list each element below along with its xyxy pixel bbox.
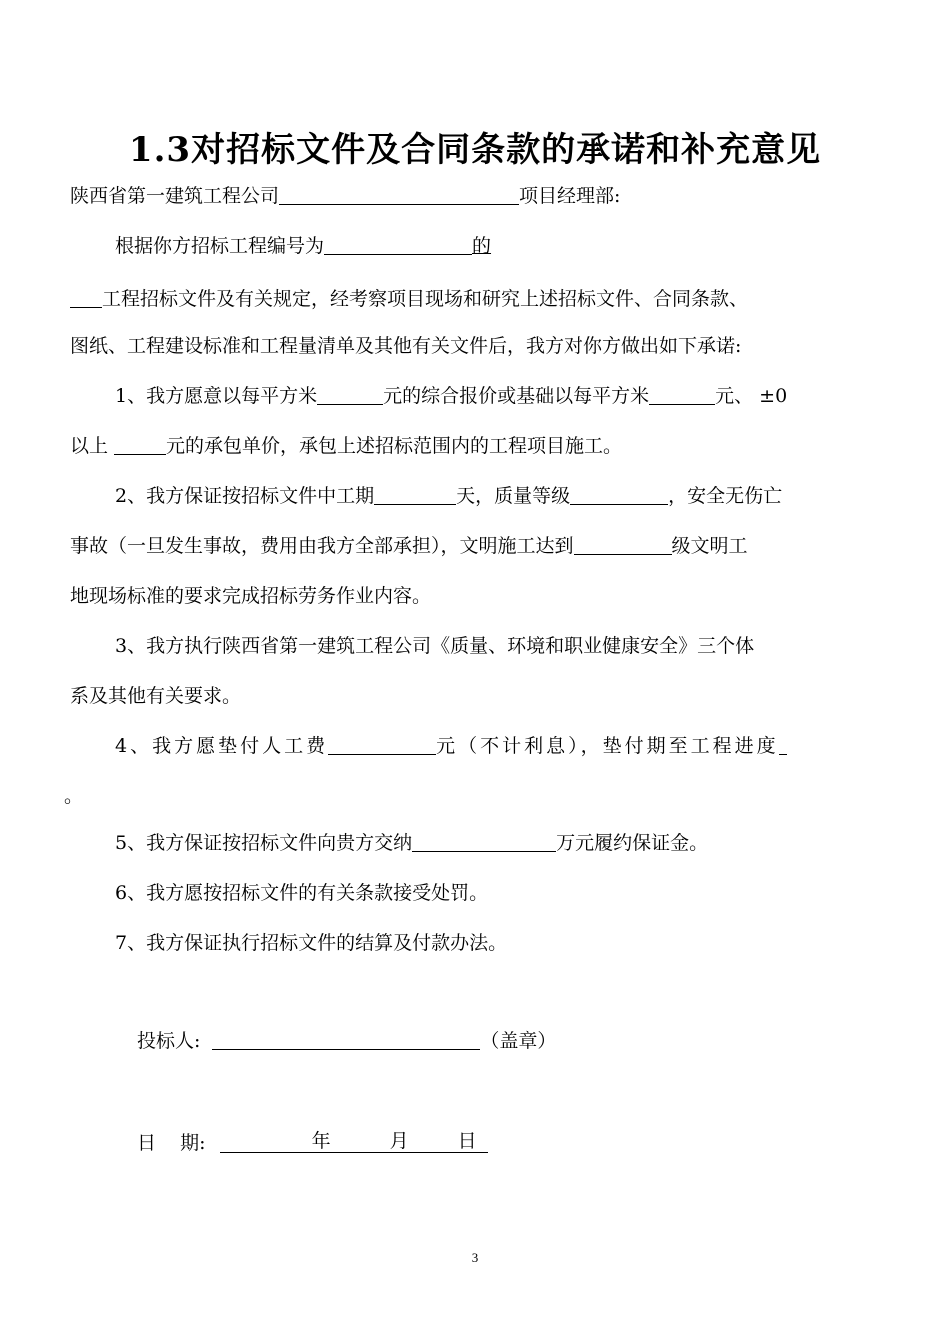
item-7-text: 7、我方保证执行招标文件的结算及付款办法。 bbox=[115, 932, 508, 954]
page-number: 3 bbox=[471, 1250, 479, 1265]
intro-text-c: 工程招标文件及有关规定，经考察项目现场和研究上述招标文件、合同条款、 bbox=[102, 288, 749, 310]
bidder-label: 投标人: bbox=[137, 1030, 201, 1052]
project-title-blank[interactable] bbox=[70, 287, 102, 308]
day-label: 日 bbox=[457, 1130, 477, 1152]
project-name-blank[interactable] bbox=[279, 184, 519, 205]
foundation-price-blank[interactable] bbox=[649, 384, 715, 405]
item-4-line-2 bbox=[64, 783, 83, 809]
addressee-prefix: 陕西省第一建筑工程公司 bbox=[70, 185, 280, 207]
intro-text-d: 图纸、工程建设标准和工程量清单及其他有关文件后，我方对你方做出如下承诺: bbox=[70, 335, 742, 357]
item-1-text-a: 1、我方愿意以每平方米 bbox=[115, 385, 318, 407]
signature-line bbox=[137, 1028, 556, 1054]
item-2-text-c: ，安全无伤亡 bbox=[668, 485, 783, 507]
above-zero-price-blank[interactable] bbox=[114, 434, 166, 455]
progress-blank[interactable] bbox=[779, 734, 787, 755]
item-3-text-a: 3、我方执行陕西省第一建筑工程公司《质量、环境和职业健康安全》三个体 bbox=[115, 635, 755, 657]
item-2-line-3 bbox=[70, 583, 431, 609]
duration-days-blank[interactable] bbox=[374, 484, 456, 505]
item-7-line bbox=[115, 930, 507, 956]
seal-label: （盖章） bbox=[480, 1030, 557, 1052]
item-2-text-f: 地现场标准的要求完成招标劳务作业内容。 bbox=[70, 585, 432, 607]
item-4-text-b: 元（不计利息），垫付期至工程进度 bbox=[436, 735, 779, 757]
addressee-suffix: 项目经理部: bbox=[519, 185, 621, 207]
item-1-text-c: 元、 ±0 bbox=[715, 385, 788, 407]
intro-line-3 bbox=[70, 333, 741, 359]
quality-grade-blank[interactable] bbox=[570, 484, 668, 505]
intro-text-b: 的 bbox=[472, 235, 492, 257]
item-4-text-c: 。 bbox=[64, 785, 84, 807]
date-label: 日 期: bbox=[137, 1132, 206, 1154]
labor-advance-blank[interactable] bbox=[328, 734, 436, 755]
item-2-text-a: 2、我方保证按招标文件中工期 bbox=[115, 485, 375, 507]
item-2-text-d: 事故（一旦发生事故，费用由我方全部承担），文明施工达到 bbox=[70, 535, 574, 557]
month-label: 月 bbox=[389, 1130, 409, 1152]
item-3-line-1 bbox=[115, 633, 754, 659]
item-1-text-d: 以上 bbox=[70, 435, 115, 457]
intro-line-1 bbox=[115, 233, 491, 259]
intro-line-2 bbox=[70, 286, 748, 312]
year-label: 年 bbox=[311, 1130, 331, 1152]
item-6-text: 6、我方愿按招标文件的有关条款接受处罚。 bbox=[115, 882, 489, 904]
date-line bbox=[137, 1128, 488, 1156]
intro-text-a: 根据你方招标工程编号为 bbox=[115, 235, 325, 257]
item-3-text-b: 系及其他有关要求。 bbox=[70, 685, 242, 707]
item-2-text-e: 级文明工 bbox=[671, 535, 748, 557]
item-4-line-1 bbox=[115, 733, 787, 759]
item-3-line-2 bbox=[70, 683, 241, 709]
addressee-line bbox=[70, 183, 620, 209]
unit-price-blank[interactable] bbox=[317, 384, 383, 405]
civilized-level-blank[interactable] bbox=[574, 534, 672, 555]
item-6-line bbox=[115, 880, 488, 906]
item-1-text-e: 元的承包单价，承包上述招标范围内的工程项目施工。 bbox=[166, 435, 623, 457]
performance-bond-blank[interactable] bbox=[412, 831, 556, 852]
project-number-blank[interactable] bbox=[324, 234, 472, 255]
item-2-line-1 bbox=[115, 483, 782, 509]
bidder-signature-blank[interactable] bbox=[212, 1029, 480, 1050]
item-1-line-1 bbox=[115, 383, 787, 409]
item-5-line bbox=[115, 830, 708, 856]
item-4-text-a: 4、我方愿垫付人工费 bbox=[115, 735, 329, 757]
date-blank[interactable] bbox=[220, 1128, 488, 1153]
document-title: 1.3对招标文件及合同条款的承诺和补充意见 bbox=[128, 130, 822, 170]
item-2-text-b: 天，质量等级 bbox=[456, 485, 571, 507]
item-5-text-a: 5、我方保证按招标文件向贵方交纳 bbox=[115, 832, 413, 854]
item-5-text-b: 万元履约保证金。 bbox=[556, 832, 709, 854]
item-1-line-2 bbox=[70, 433, 622, 459]
item-1-text-b: 元的综合报价或基础以每平方米 bbox=[383, 385, 650, 407]
item-2-line-2 bbox=[70, 533, 748, 559]
